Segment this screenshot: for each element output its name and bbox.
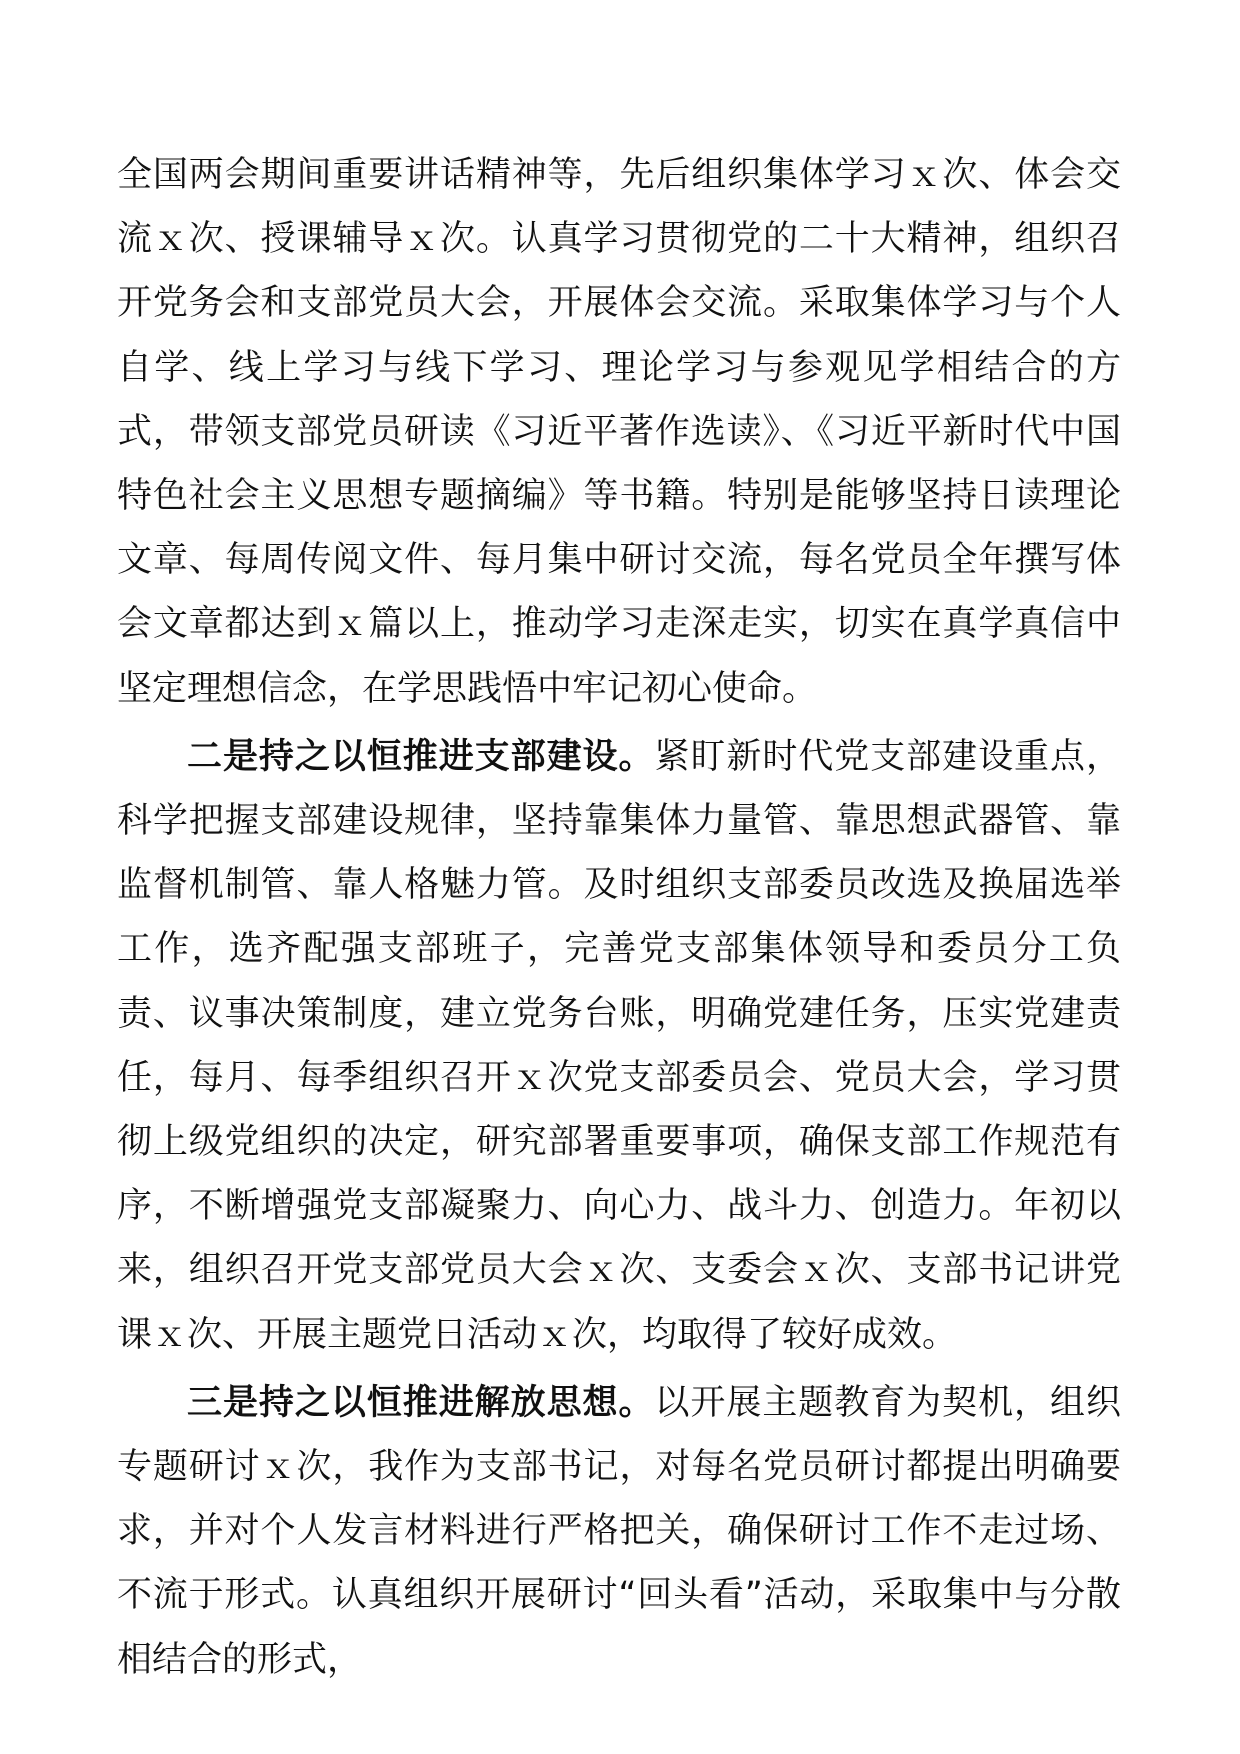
paragraph-3 <box>117 1371 1121 1692</box>
paragraph-2 <box>117 725 1121 1367</box>
paragraph-2-text: 紧盯新时代党支部建设重点，科学把握支部建设规律，坚持靠集体力量管、靠思想武器管、靠监督机制管、靠人格魅力管。及时组织支部委员改选及换届选举工作，选齐配强支部班子，完善党支部集体领导和委员分工负责、议事决策制度，建立党务台账，明确党建任务，压实党建责任，每月、每季组织召开ｘ次党支部委员会、党员大会，学习贯彻上级党组织的决定，研究部署重要事项，确保支部工作规范有序，不断增强党支部凝聚力、向心力、战斗力、创造力。年初以来，组织召开党支部党员大会ｘ次、支委会ｘ次、支部书记讲党课ｘ次、开展主题党日活动ｘ次，均取得了较好成效。 <box>117 736 1121 1355</box>
paragraph-3-text: 以开展主题教育为契机，组织专题研讨ｘ次，我作为支部书记，对每名党员研讨都提出明确要求，并对个人发言材料进行严格把关，确保研讨工作不走过场、不流于形式。认真组织开展研讨“回头看”活动，采取集中与分散相结合的形式， <box>117 1382 1121 1680</box>
document-body <box>117 143 1121 1696</box>
paragraph-1 <box>117 143 1121 721</box>
paragraph-1-text: 全国两会期间重要讲话精神等，先后组织集体学习ｘ次、体会交流ｘ次、授课辅导ｘ次。认真学习贯彻党的二十大精神，组织召开党务会和支部党员大会，开展体会交流。采取集体学习与个人自学、线上学习与线下学习、理论学习与参观见学相结合的方式，带领支部党员研读《习近平著作选读》、《习近平新时代中国特色社会主义思想专题摘编》等书籍。特别是能够坚持日读理论文章、每周传阅文件、每月集中研讨交流，每名党员全年撰写体会文章都达到ｘ篇以上，推动学习走深走实，切实在真学真信中坚定理想信念，在学思践悟中牢记初心使命。 <box>117 155 1121 709</box>
paragraph-3-heading: 三是持之以恒推进解放思想。 <box>187 1382 655 1423</box>
paragraph-2-heading: 二是持之以恒推进支部建设。 <box>187 736 655 777</box>
